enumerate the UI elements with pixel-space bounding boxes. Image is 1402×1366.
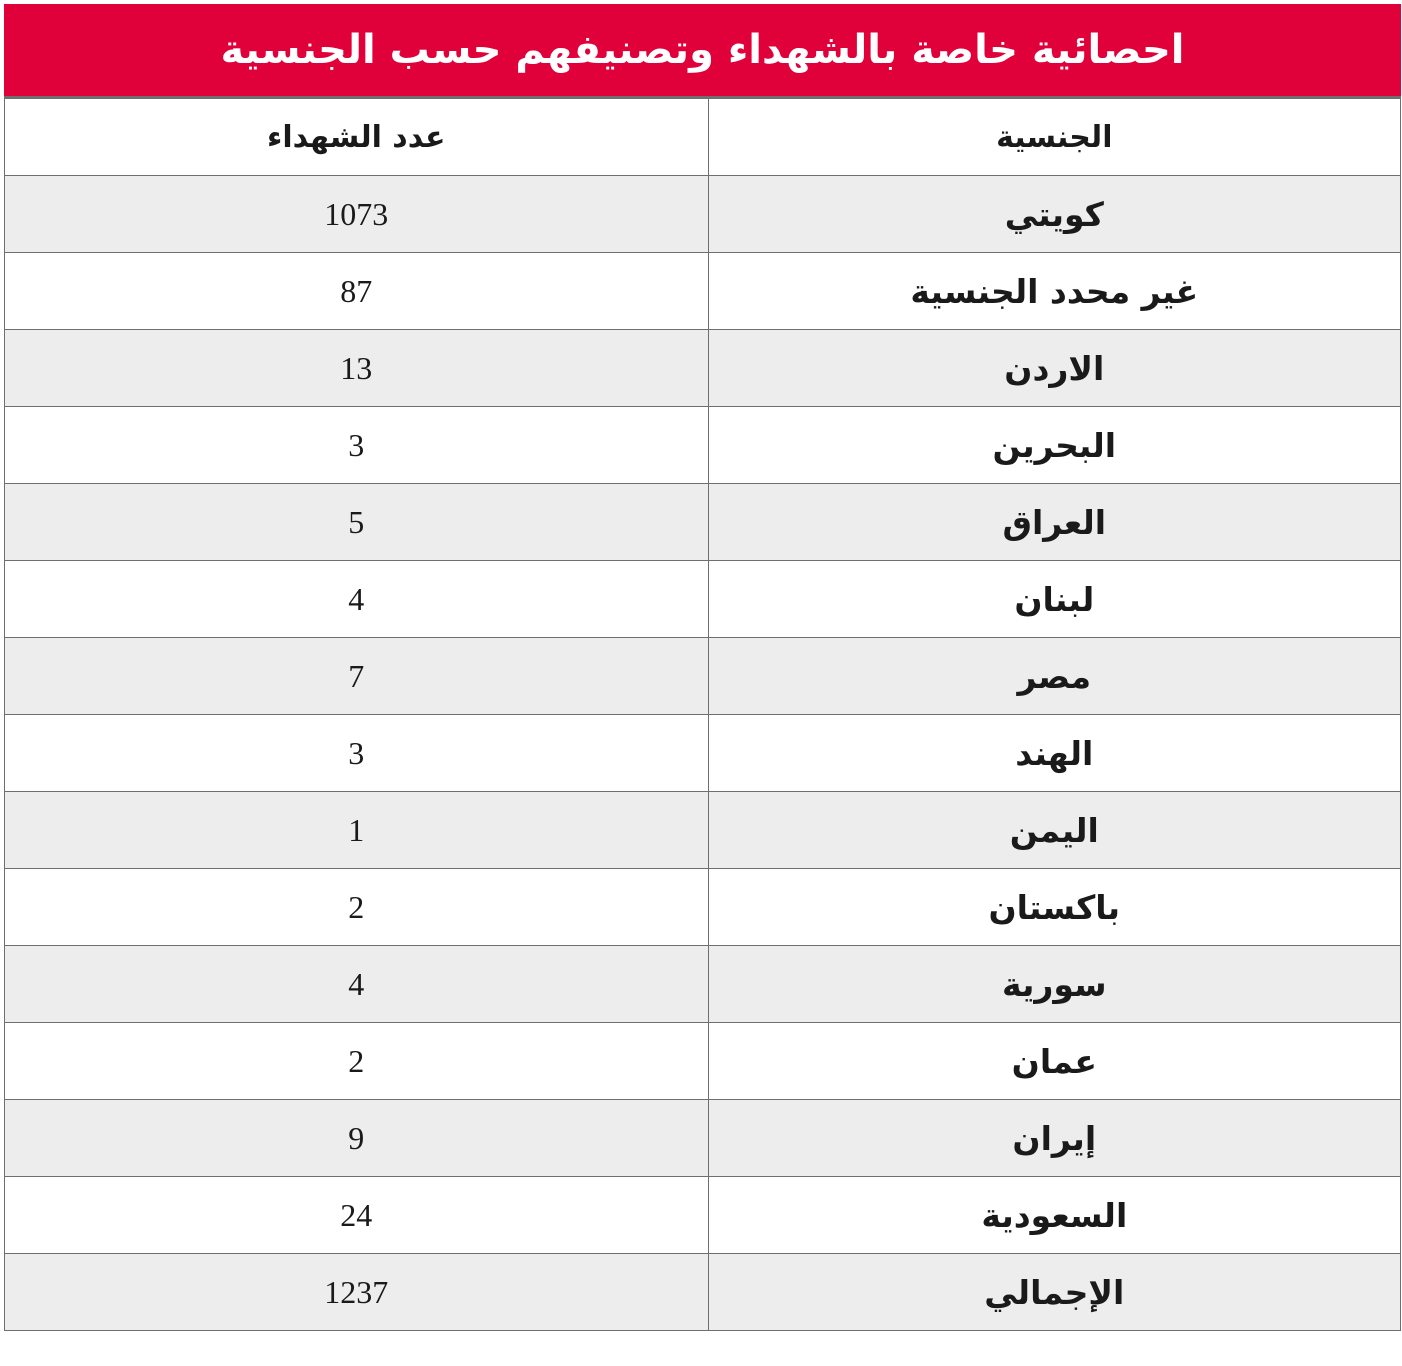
- table-row: [5, 792, 1401, 869]
- count-cell: 2: [5, 1023, 709, 1100]
- nationality-cell: مصر: [708, 638, 1400, 715]
- nationality-cell: البحرين: [708, 407, 1400, 484]
- count-cell: 87: [5, 253, 709, 330]
- count-cell: 24: [5, 1177, 709, 1254]
- table-row: [5, 330, 1401, 407]
- table-row: [5, 1023, 1401, 1100]
- statistics-table-container: [4, 4, 1401, 1331]
- count-cell: 7: [5, 638, 709, 715]
- total-label-cell: الإجمالي: [708, 1254, 1400, 1331]
- table-row: [5, 253, 1401, 330]
- nationality-cell: السعودية: [708, 1177, 1400, 1254]
- count-cell: 1073: [5, 176, 709, 253]
- nationality-cell: سورية: [708, 946, 1400, 1023]
- table-row: [5, 869, 1401, 946]
- table-row: [5, 176, 1401, 253]
- count-cell: 9: [5, 1100, 709, 1177]
- nationality-cell: عمان: [708, 1023, 1400, 1100]
- nationality-cell: الهند: [708, 715, 1400, 792]
- statistics-table: [4, 98, 1401, 1331]
- table-row: [5, 1177, 1401, 1254]
- table-header-row: [5, 99, 1401, 176]
- nationality-cell: إيران: [708, 1100, 1400, 1177]
- count-cell: 3: [5, 715, 709, 792]
- table-row: [5, 1100, 1401, 1177]
- table-row: [5, 638, 1401, 715]
- nationality-cell: كويتي: [708, 176, 1400, 253]
- table-title: احصائية خاصة بالشهداء وتصنيفهم حسب الجنسية: [4, 4, 1401, 98]
- nationality-cell: لبنان: [708, 561, 1400, 638]
- table-row-total: [5, 1254, 1401, 1331]
- count-cell: 4: [5, 561, 709, 638]
- nationality-cell: العراق: [708, 484, 1400, 561]
- total-count-cell: 1237: [5, 1254, 709, 1331]
- nationality-cell: غير محدد الجنسية: [708, 253, 1400, 330]
- count-cell: 1: [5, 792, 709, 869]
- count-cell: 2: [5, 869, 709, 946]
- header-nationality: الجنسية: [708, 99, 1400, 176]
- table-row: [5, 407, 1401, 484]
- count-cell: 3: [5, 407, 709, 484]
- count-cell: 13: [5, 330, 709, 407]
- nationality-cell: اليمن: [708, 792, 1400, 869]
- nationality-cell: باكستان: [708, 869, 1400, 946]
- table-row: [5, 484, 1401, 561]
- count-cell: 5: [5, 484, 709, 561]
- nationality-cell: الاردن: [708, 330, 1400, 407]
- table-row: [5, 946, 1401, 1023]
- header-count: عدد الشهداء: [5, 99, 709, 176]
- table-row: [5, 561, 1401, 638]
- count-cell: 4: [5, 946, 709, 1023]
- table-row: [5, 715, 1401, 792]
